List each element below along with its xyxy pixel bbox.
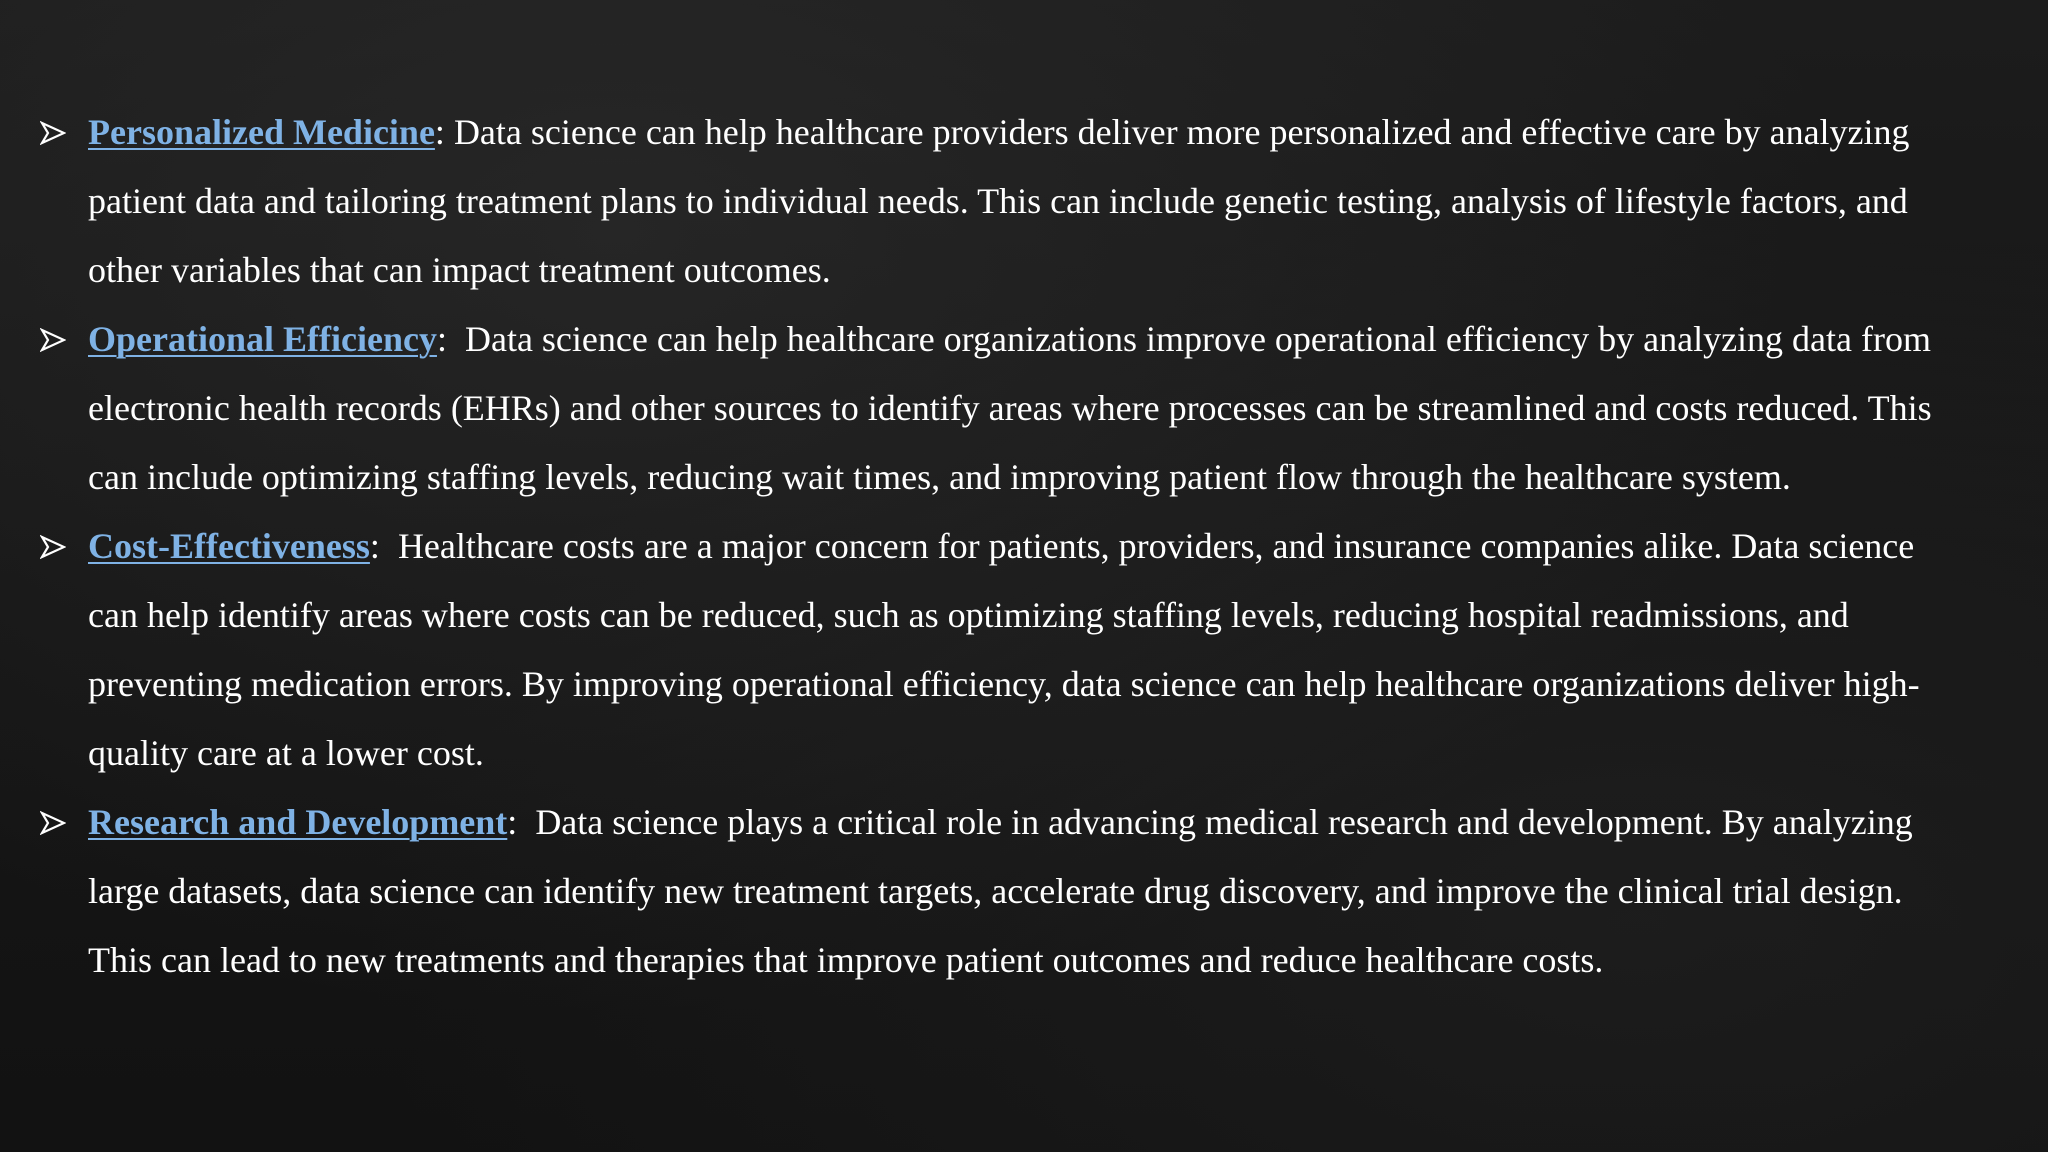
bullet-personalized-medicine — [40, 98, 1970, 305]
bullet-research-and-development — [40, 788, 1970, 995]
bullet-operational-efficiency — [40, 305, 1970, 512]
bullet-term: Operational Efficiency — [88, 319, 437, 359]
bullet-separator: : — [507, 802, 536, 842]
arrow-bullet-icon — [40, 788, 70, 857]
bullet-cost-effectiveness — [40, 512, 1970, 788]
arrow-bullet-icon — [40, 98, 70, 167]
bullet-text: Data science can help healthcare providers deliver more personalized and effective care by analyzing patient data and tailoring treatment plans to individual needs. This can include genetic testing, analysis of lifestyle factors, and other variables that can impact treatment outcomes. — [88, 112, 1910, 290]
bullet-text: Data science plays a critical role in advancing medical research and development. By analyzing large datasets, data science can identify new treatment targets, accelerate drug discovery, and improve the clinical trial design. This can lead to new treatments and therapies that improve patient outcomes and reduce healthcare costs. — [88, 802, 1913, 980]
bullet-text: Data science can help healthcare organizations improve operational efficiency by analyzing data from electronic health records (EHRs) and other sources to identify areas where processes can be streamlined and costs reduced. This can include optimizing staffing levels, reducing wait times, and improving patient flow through the healthcare system. — [88, 319, 1932, 497]
arrow-bullet-icon — [40, 305, 70, 374]
bullet-term: Personalized Medicine — [88, 112, 435, 152]
bullet-separator: : — [369, 526, 398, 566]
bullet-term: Cost-Effectiveness — [88, 526, 370, 566]
bullet-separator: : — [434, 112, 454, 152]
bullet-term: Research and Development — [88, 802, 508, 842]
bullet-text: Healthcare costs are a major concern for patients, providers, and insurance companies alike. Data science can help identify areas where costs can be reduced, such as optimizing staffing levels, reducing hospital readmissions, and preventing medication errors. By improving operational efficiency, data science can help healthcare organizations deliver high-quality care at a lower cost. — [88, 526, 1920, 773]
arrow-bullet-icon — [40, 512, 70, 581]
bullet-list — [40, 98, 1970, 995]
bullet-separator: : — [436, 319, 465, 359]
